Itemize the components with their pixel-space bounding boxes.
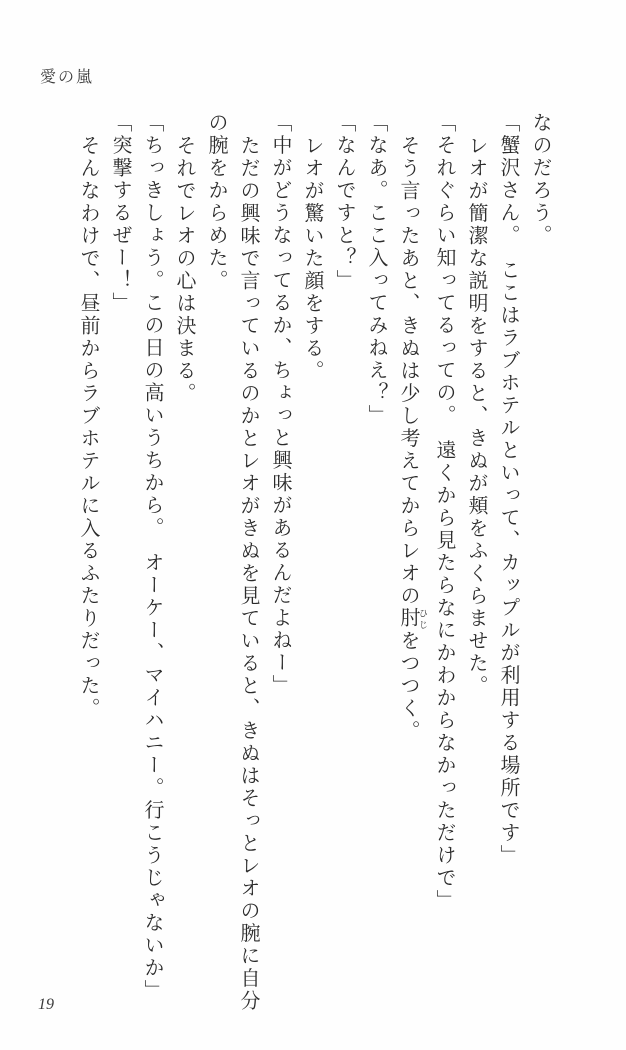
- paragraph: 「中がどうなってるか、ちょっと興味があるんだよねー」: [269, 112, 291, 697]
- paragraph: それでレオの心は決まる。: [173, 134, 195, 405]
- text-column-block: [72, 112, 556, 1020]
- paragraph: ただの興味で言っているのかとレオがきぬを見ていると、きぬはそっとレオの腕に自分の腕をからめた。: [205, 112, 259, 1012]
- paragraph: 「ちっきしょう。この日の高いうちから。 オーケー、マイハニー。行こうじゃないか」: [141, 112, 163, 1002]
- page-number: 19: [38, 996, 54, 1013]
- paragraph: 「なあ。ここ入ってみねえ？」: [365, 112, 387, 427]
- paragraph: レオが驚いた顔をする。: [301, 134, 323, 382]
- ruby-annotated-word: 肘 ひじ: [397, 607, 428, 630]
- paragraph: そう言ったあと、きぬは少し考えてからレオの肘 ひじをつつく。: [397, 134, 428, 742]
- paragraph: 「それぐらい知ってるっての。 遠くから見たらなにかわからなかっただけで」: [433, 112, 455, 912]
- paragraph: なのだろう。: [529, 112, 551, 247]
- running-header: 愛の嵐: [40, 69, 95, 86]
- paragraph: 「なんですと？」: [333, 112, 355, 292]
- paragraph: 「蟹沢さん。 ここはラブホテルといって、カップルが利用する場所です」: [497, 112, 519, 867]
- paragraph: レオが簡潔な説明をすると、きぬが頬をふくらませた。: [465, 134, 487, 697]
- paragraph: そんなわけで、昼前からラブホテルに入るふたりだった。: [77, 134, 99, 720]
- paragraph: 「突撃するぜー！」: [109, 112, 131, 315]
